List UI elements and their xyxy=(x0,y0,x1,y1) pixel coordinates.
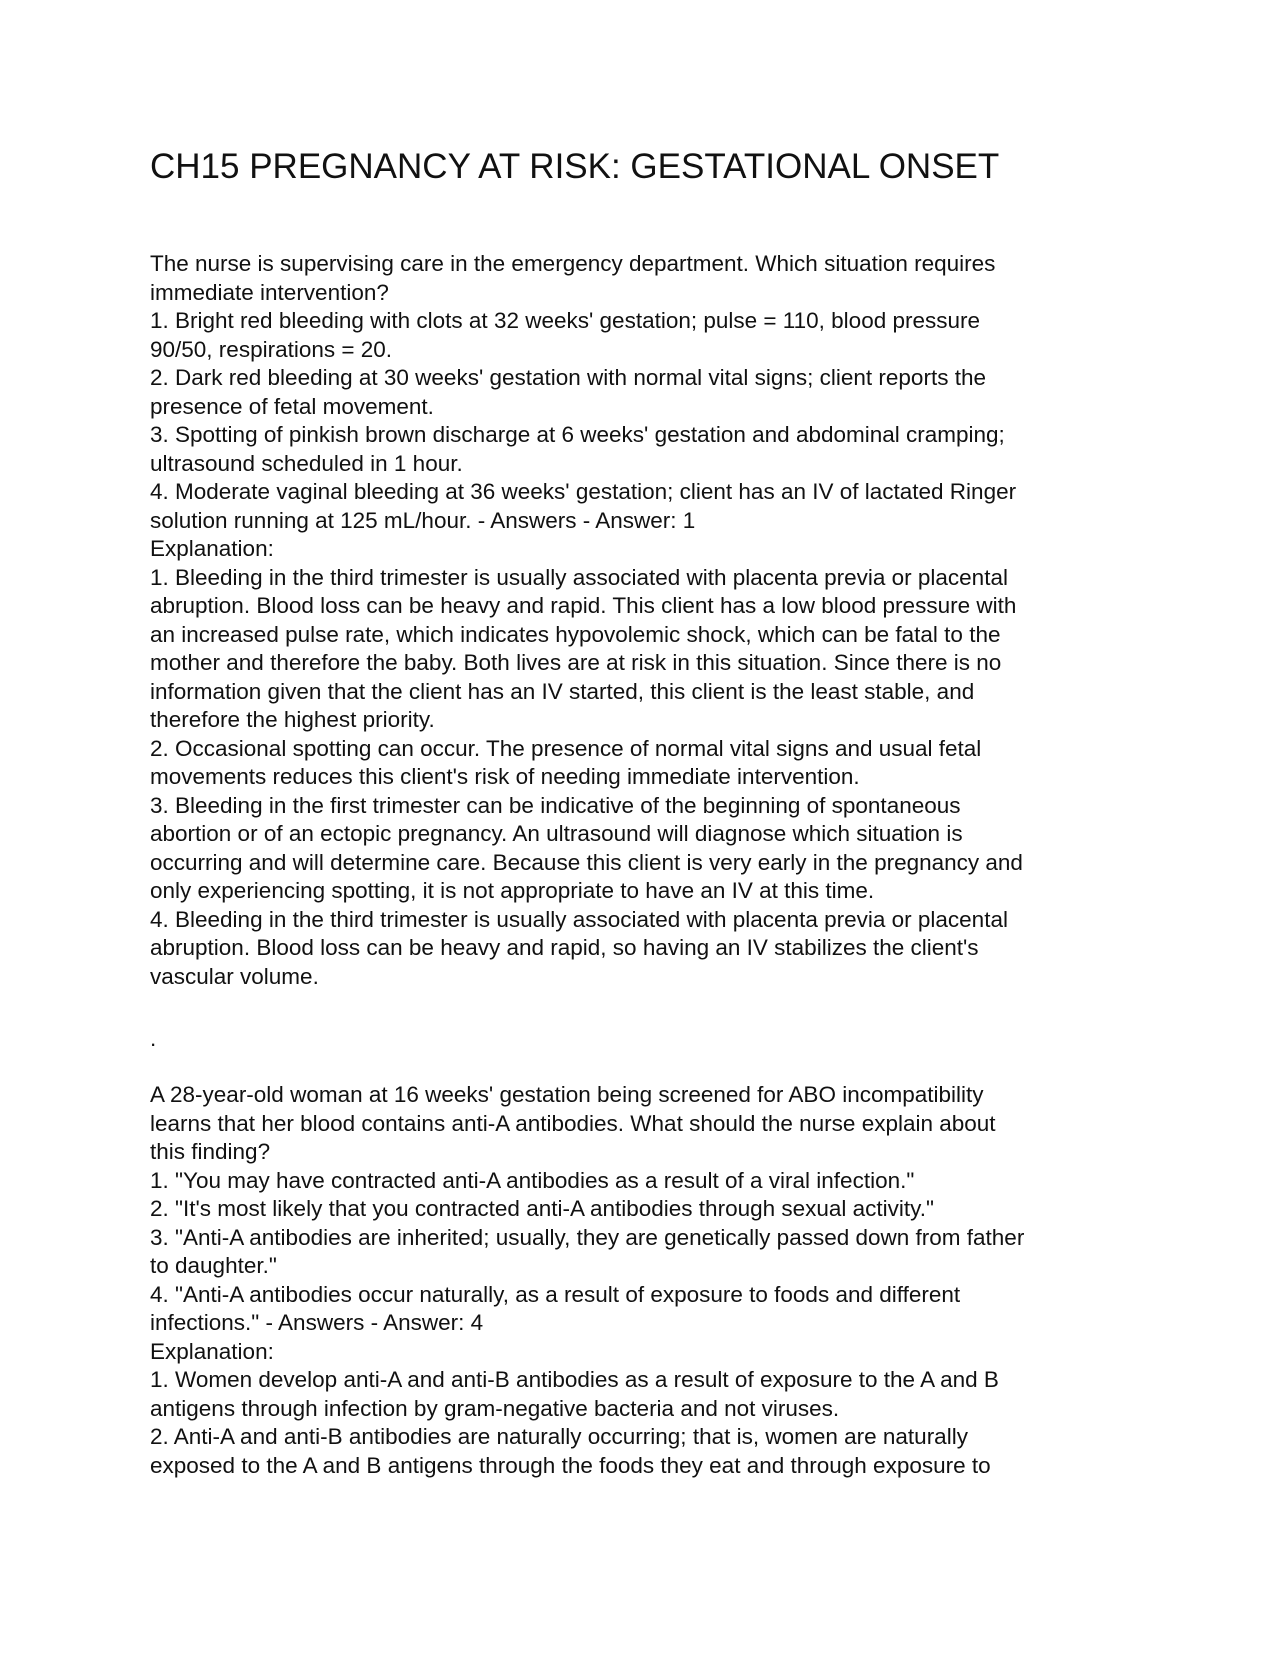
text-line: antigens through infection by gram-negative bacteria and not viruses. xyxy=(150,1395,840,1421)
text-line: exposed to the A and B antigens through the foods they eat and through exposure to xyxy=(150,1452,991,1478)
text-line: 1. Bleeding in the third trimester is usually associated with placenta previa or placental xyxy=(150,564,1008,590)
text-line: immediate intervention? xyxy=(150,279,389,305)
text-line: 3. "Anti-A antibodies are inherited; usually, they are genetically passed down from father xyxy=(150,1224,1025,1250)
text-line: 90/50, respirations = 20. xyxy=(150,336,393,362)
text-line: occurring and will determine care. Because this client is very early in the pregnancy and xyxy=(150,849,1023,875)
text-line: abruption. Blood loss can be heavy and rapid, so having an IV stabilizes the client's xyxy=(150,935,979,960)
text-line: 2. Occasional spotting can occur. The presence of normal vital signs and usual fetal xyxy=(150,735,982,761)
text-line: 1. Bright red bleeding with clots at 32 weeks' gestation; pulse = 110, blood pressure xyxy=(150,308,981,333)
page-title: CH15 PREGNANCY AT RISK: GESTATIONAL ONSET xyxy=(150,147,1000,186)
text-line: 3. Spotting of pinkish brown discharge at 6 weeks' gestation and abdominal cramping; xyxy=(150,422,1005,447)
text-line: an increased pulse rate, which indicates hypovolemic shock, which can be fatal to the xyxy=(150,621,1001,647)
text-line: only experiencing spotting, it is not appropriate to have an IV at this time. xyxy=(150,878,875,903)
text-line: 2. "It's most likely that you contracted anti-A antibodies through sexual activity." xyxy=(150,1196,934,1221)
text-line: infections." - Answers - Answer: 4 xyxy=(150,1310,484,1335)
text-line: 2. Anti-A and anti-B antibodies are naturally occurring; that is, women are naturally xyxy=(150,1424,968,1449)
text-line: vascular volume. xyxy=(150,963,319,989)
text-line: Explanation: xyxy=(150,536,274,561)
section-separator: . xyxy=(150,1026,157,1051)
text-line: The nurse is supervising care in the emergency department. Which situation requires xyxy=(150,251,996,276)
text-line: solution running at 125 mL/hour. - Answers - Answer: 1 xyxy=(150,507,696,533)
text-line: this finding? xyxy=(150,1139,271,1164)
text-line: mother and therefore the baby. Both lives are at risk in this situation. Since there is no xyxy=(150,650,1002,675)
text-line: abruption. Blood loss can be heavy and rapid. This client has a low blood pressure with xyxy=(150,593,1017,618)
text-line: ultrasound scheduled in 1 hour. xyxy=(150,450,463,476)
text-line: 4. Bleeding in the third trimester is usually associated with placenta previa or placental xyxy=(150,906,1008,932)
text-line: to daughter." xyxy=(150,1253,277,1278)
text-line: 4. Moderate vaginal bleeding at 36 weeks' gestation; client has an IV of lactated Ringer xyxy=(150,479,1017,504)
text-line: learns that her blood contains anti-A antibodies. What should the nurse explain about xyxy=(150,1110,996,1136)
text-line: presence of fetal movement. xyxy=(150,393,434,419)
text-line: A 28-year-old woman at 16 weeks' gestation being screened for ABO incompatibility xyxy=(150,1082,984,1107)
text-line: abortion or of an ectopic pregnancy. An ultrasound will diagnose which situation is xyxy=(150,821,963,846)
text-line: therefore the highest priority. xyxy=(150,707,435,732)
text-line: 4. "Anti-A antibodies occur naturally, as a result of exposure to foods and different xyxy=(150,1281,961,1307)
text-line: movements reduces this client's risk of needing immediate intervention. xyxy=(150,764,860,789)
text-line: Explanation: xyxy=(150,1338,274,1364)
question-block-2 xyxy=(150,1081,1130,1480)
text-line: information given that the client has an IV started, this client is the least stable, and xyxy=(150,678,975,704)
text-line: 2. Dark red bleeding at 30 weeks' gestation with normal vital signs; client reports the xyxy=(150,365,986,390)
question-block-1 xyxy=(150,250,1130,991)
text-line: 1. Women develop anti-A and anti-B antibodies as a result of exposure to the A and B xyxy=(150,1367,999,1392)
text-line: 3. Bleeding in the first trimester can be indicative of the beginning of spontaneous xyxy=(150,792,961,818)
text-line: 1. "You may have contracted anti-A antibodies as a result of a viral infection." xyxy=(150,1167,915,1193)
